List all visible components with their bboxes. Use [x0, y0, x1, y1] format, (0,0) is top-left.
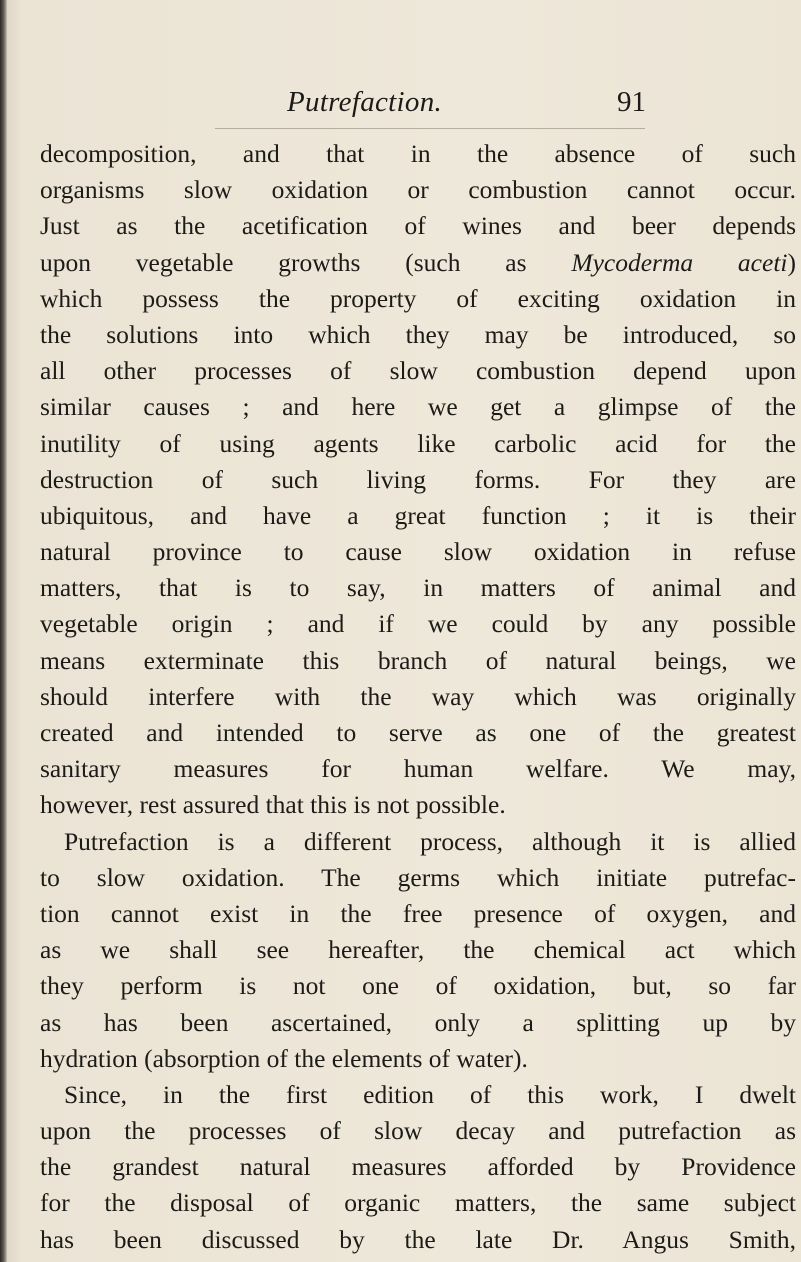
text-line-content: upon the processes of slow decay and putrefaction as [40, 1116, 796, 1146]
text-line [40, 534, 796, 570]
text-line [40, 317, 796, 353]
text-line-content: for the disposal of organic matters, the same subject [40, 1188, 796, 1218]
text-line-content: as has been ascertained, only a splitting up by [40, 1007, 796, 1037]
text-line-content: has been discussed by the late Dr. Angus Smith, [40, 1224, 796, 1254]
text-line [40, 787, 796, 823]
text-line-content: however, rest assured that this is not possible. [40, 790, 506, 820]
text-line [40, 1005, 796, 1041]
text-line-content: ubiquitous, and have a great function ; it is their [40, 500, 796, 530]
text-line-content: the grandest natural measures afforded by Providence [40, 1152, 796, 1182]
text-line-content: created and intended to serve as one of the greatest [40, 718, 796, 747]
text-line [40, 751, 796, 787]
text-line [40, 1185, 796, 1221]
text-line-content: natural province to cause slow oxidation in refuse [40, 537, 796, 567]
text-line [40, 1113, 796, 1149]
text-line-content: tion cannot exist in the free presence of oxygen, and [40, 898, 796, 928]
text-line [40, 498, 796, 534]
text-line-content: Putrefaction is a different process, although it is allied [64, 826, 796, 856]
text-line [40, 1222, 796, 1258]
text-line-content: they perform is not one of oxidation, but, so far [40, 971, 796, 1001]
page-number: 91 [617, 86, 646, 118]
text-line-content: hydration (absorption of the elements of water). [40, 1043, 528, 1073]
text-line [40, 679, 796, 715]
text-line [40, 932, 796, 968]
text-line-content: Just as the acetification of wines and beer depends [40, 211, 796, 241]
text-line [40, 824, 796, 860]
text-line-content: which possess the property of exciting oxidation in [40, 283, 796, 313]
text-line [40, 245, 796, 281]
text-line [40, 896, 796, 932]
text-line [40, 1077, 796, 1113]
text-line [40, 462, 796, 498]
text-line-content: all other processes of slow combustion depend upon [40, 356, 796, 386]
text-line [40, 1149, 796, 1185]
italic-term: Mycoderma aceti [526, 247, 788, 277]
text-line-content: upon vegetable growths (such as [40, 247, 527, 277]
text-line-content: inutility of using agents like carbolic acid for the [40, 428, 796, 458]
text-line [40, 389, 796, 425]
text-line [40, 208, 796, 244]
text-line-content: means exterminate this branch of natural beings, we [40, 645, 796, 675]
text-line-content: vegetable origin ; and if we could by any possible [40, 609, 796, 639]
text-line-content: decomposition, and that in the absence of such [40, 139, 796, 168]
page-gutter-edge [0, 0, 7, 1262]
text-line-content: similar causes ; and here we get a glimpse of the [40, 392, 796, 422]
text-line [40, 353, 796, 389]
text-line [40, 606, 796, 642]
text-line-content: as we shall see hereafter, the chemical act which [40, 935, 796, 965]
text-line [40, 968, 796, 1004]
text-line [40, 281, 796, 317]
text-line [40, 570, 796, 606]
text-line [40, 860, 796, 896]
running-title: Putrefaction. [287, 86, 443, 118]
text-line-tail: ) [787, 247, 796, 277]
header-rule [215, 128, 645, 129]
text-line-content: organisms slow oxidation or combustion cannot occur. [40, 175, 796, 205]
text-line-content: should interfere with the way which was originally [40, 681, 796, 711]
text-line-content: destruction of such living forms. For they are [40, 464, 796, 494]
text-line [40, 136, 796, 172]
text-line-content: sanitary measures for human welfare. We may, [40, 754, 796, 784]
text-line [40, 1041, 796, 1077]
page-header [0, 86, 801, 126]
text-line [40, 643, 796, 679]
text-line-content: to slow oxidation. The germs which initiate putrefac- [40, 862, 796, 892]
text-line-content: the solutions into which they may be introduced, so [40, 319, 796, 349]
body-text [40, 136, 796, 1258]
text-line [40, 172, 796, 208]
text-line [40, 426, 796, 462]
text-line-content: Since, in the first edition of this work, I dwelt [64, 1079, 796, 1109]
text-line [40, 715, 796, 751]
text-line-content: matters, that is to say, in matters of animal and [40, 573, 796, 603]
